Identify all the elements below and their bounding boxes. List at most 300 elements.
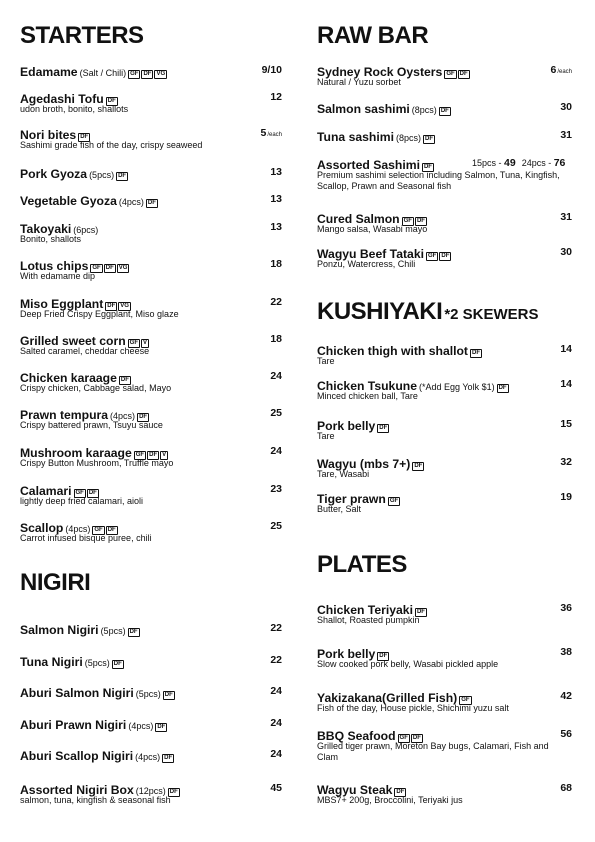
- price-value: 32: [560, 456, 572, 468]
- menu-item: [20, 406, 282, 431]
- menu-item-name: Chicken Tsukune: [317, 379, 418, 393]
- menu-item-description: Shallot, Roasted pumpkin: [317, 615, 420, 625]
- menu-item-name: Scallop: [20, 521, 64, 535]
- menu-item-name: Assorted Nigiri Box: [20, 783, 134, 797]
- price-value: 30: [560, 246, 572, 258]
- dietary-tags: [496, 377, 509, 394]
- dietary-tag: GF: [461, 697, 470, 703]
- menu-item: [20, 63, 282, 77]
- menu-item-name: Tuna Nigiri: [20, 655, 83, 669]
- menu-item-header: [20, 220, 282, 234]
- dietary-tag: GF: [446, 71, 455, 77]
- dietary-tag: DF: [441, 253, 450, 259]
- menu-item-header: [20, 126, 282, 140]
- dietary-tags: [154, 716, 167, 733]
- menu-item-price: [560, 781, 572, 795]
- menu-item-description: Deep Fried Crispy Eggplant, Miso glaze: [20, 309, 179, 319]
- menu-item-description: Tare, Wasabi: [317, 469, 370, 479]
- menu-item-note: (5pcs): [135, 689, 161, 699]
- menu-item-price: [560, 645, 572, 659]
- menu-item: [20, 747, 282, 761]
- dietary-tags: [387, 490, 400, 507]
- dietary-tags: [127, 63, 167, 80]
- dietary-tag: DF: [169, 789, 178, 795]
- menu-item: [20, 295, 282, 320]
- price-value: 14: [560, 378, 572, 390]
- menu-item-description: Natural / Yuzu sorbet: [317, 77, 401, 87]
- price-tier-value: 76: [553, 157, 566, 169]
- menu-item-price: [270, 295, 282, 309]
- menu-item-note: (4pcs): [135, 752, 161, 762]
- price-value: 22: [270, 622, 282, 634]
- menu-item-price: [270, 257, 282, 271]
- menu-item-price: [270, 369, 282, 383]
- dietary-tag: DF: [120, 377, 129, 383]
- menu-item-name: Agedashi Tofu: [20, 92, 104, 106]
- menu-item-header: [317, 245, 572, 259]
- price-tier-value: 49: [504, 157, 516, 169]
- menu-item: [317, 63, 572, 88]
- menu-item-name: Sydney Rock Oysters: [317, 65, 443, 79]
- menu-item: [317, 645, 572, 670]
- menu-item-note: (12pcs): [135, 786, 166, 796]
- price-value: 24: [270, 445, 282, 457]
- menu-item-note: (4pcs): [128, 721, 154, 731]
- price-value: 30: [560, 101, 572, 113]
- menu-item-note: (4pcs): [65, 524, 91, 534]
- dietary-tags: [425, 245, 451, 262]
- menu-item-name: Tuna sashimi: [317, 130, 394, 144]
- dietary-tag: DF: [164, 755, 173, 761]
- menu-item-note: (5pcs): [84, 658, 110, 668]
- dietary-tag: GF: [130, 71, 139, 77]
- menu-item-header: [20, 90, 282, 104]
- dietary-tag: DF: [164, 692, 173, 698]
- price-value: 31: [560, 211, 572, 223]
- menu-item: [317, 727, 572, 763]
- menu-item-price: [262, 63, 282, 77]
- dietary-tag: DF: [118, 173, 127, 179]
- menu-item-header: [20, 621, 282, 635]
- menu-item: [20, 192, 282, 206]
- price-tier-label: 24pcs -: [521, 158, 554, 168]
- menu-item-name: Aburi Prawn Nigiri: [20, 718, 127, 732]
- dietary-tag: DF: [379, 653, 388, 659]
- menu-item-name: Wagyu Beef Tataki: [317, 247, 425, 261]
- price-value: 31: [560, 129, 572, 141]
- dietary-tag: DF: [459, 71, 468, 77]
- price-value: 36: [560, 602, 572, 614]
- menu-item-price: [560, 128, 572, 142]
- menu-item-price: [560, 455, 572, 469]
- menu-item: [20, 90, 282, 115]
- price-tier-label: 15pcs -: [472, 158, 505, 168]
- dietary-tag: DF: [412, 735, 421, 741]
- price-unit: /each: [557, 69, 572, 75]
- menu-item-header: [20, 684, 282, 698]
- section-title-kushiyaki: [317, 300, 539, 324]
- menu-item-name: Chicken karaage: [20, 371, 117, 385]
- dietary-tags: [133, 444, 168, 461]
- menu-item-price: [270, 781, 282, 795]
- menu-item-name: Calamari: [20, 484, 72, 498]
- menu-item-price: [560, 727, 572, 741]
- price-value: 68: [560, 782, 572, 794]
- menu-item-header: [317, 689, 572, 703]
- menu-item-price: [270, 444, 282, 458]
- menu-item-price: [560, 417, 572, 431]
- menu-item-header: [317, 210, 572, 224]
- dietary-tag: VG: [156, 71, 166, 77]
- menu-item-name: Chicken Teriyaki: [317, 603, 413, 617]
- dietary-tag: DF: [498, 385, 507, 391]
- price-value: 22: [270, 654, 282, 666]
- menu-item-price: [270, 192, 282, 206]
- menu-item: [20, 126, 282, 151]
- dietary-tag: DF: [149, 452, 158, 458]
- kushiyaki-title: KUSHIYAKI: [317, 298, 443, 325]
- menu-item-price: [270, 621, 282, 635]
- price-tiers: [472, 156, 565, 170]
- menu-item-header: [317, 417, 572, 431]
- menu-item-price: [560, 601, 572, 615]
- dietary-tags: [422, 128, 435, 145]
- menu-item-name: Wagyu (mbs 7+): [317, 457, 411, 471]
- menu-item: [20, 781, 282, 806]
- menu-item: [317, 128, 572, 142]
- dietary-tag: DF: [107, 98, 116, 104]
- menu-item-description: Slow cooked pork belly, Wasabi pickled apple: [317, 659, 499, 669]
- menu-item-header: [20, 716, 282, 730]
- menu-item-description: Sashimi grade fish of the day, crispy seaweed: [20, 140, 203, 150]
- price-unit: /each: [267, 132, 282, 138]
- dietary-tags: [414, 601, 427, 618]
- menu-item-header: [20, 482, 282, 496]
- dietary-tag: GF: [94, 527, 103, 533]
- menu-item-name: Pork belly: [317, 647, 376, 661]
- menu-item-description: Fish of the day, House pickle, Shichimi yuzu salt: [317, 703, 509, 713]
- menu-item: [20, 653, 282, 667]
- menu-item-price: [270, 332, 282, 346]
- menu-item-name: Miso Eggplant: [20, 297, 104, 311]
- menu-item: [317, 100, 572, 114]
- dietary-tags: [376, 417, 389, 434]
- dietary-tag: DF: [416, 218, 425, 224]
- menu-item-price: [270, 482, 282, 496]
- dietary-tag: DF: [416, 609, 425, 615]
- menu-item-header: [317, 455, 572, 469]
- dietary-tag: DF: [423, 164, 432, 170]
- menu-item-description: udon broth, bonito, shallots: [20, 104, 129, 114]
- price-value: 24: [270, 748, 282, 760]
- dietary-tags: [104, 295, 131, 312]
- price-value: 5: [260, 127, 267, 139]
- menu-item-name: Aburi Salmon Nigiri: [20, 686, 134, 700]
- dietary-tag: DF: [105, 265, 114, 271]
- dietary-tags: [161, 747, 174, 764]
- menu-item-header: [317, 781, 572, 795]
- price-value: 19: [560, 491, 572, 503]
- menu-item-header: [20, 519, 282, 533]
- menu-item-header: [317, 100, 572, 114]
- menu-item-description: Bonito, shallots: [20, 234, 82, 244]
- price-value: 38: [560, 646, 572, 658]
- menu-item: [20, 444, 282, 469]
- menu-item-header: [20, 295, 282, 309]
- price-value: 24: [270, 370, 282, 382]
- dietary-tags: [401, 210, 427, 227]
- price-value: 24: [270, 685, 282, 697]
- menu-item-header: [317, 156, 572, 170]
- section-title-plates: PLATES: [317, 551, 407, 578]
- menu-item-header: [317, 63, 572, 77]
- menu-item-price: [270, 684, 282, 698]
- dietary-tag: DF: [425, 136, 433, 142]
- menu-item-price: [270, 519, 282, 533]
- menu-item-note: (5pcs): [100, 626, 126, 636]
- menu-item-description: With edamame dip: [20, 271, 96, 281]
- price-value: 14: [560, 343, 572, 355]
- menu-item-header: [20, 653, 282, 667]
- menu-item-header: [20, 747, 282, 761]
- menu-item-header: [20, 332, 282, 346]
- section-title-starters: STARTERS: [20, 22, 144, 49]
- dietary-tag: DF: [107, 527, 116, 533]
- dietary-tags: [111, 653, 124, 670]
- dietary-tag: VG: [118, 265, 128, 271]
- menu-item: [317, 781, 572, 806]
- menu-item: [20, 519, 282, 544]
- menu-item-header: [317, 342, 572, 356]
- menu-item-price: [560, 490, 572, 504]
- menu-item: [20, 482, 282, 507]
- menu-item-note: (Salt / Chili): [79, 68, 127, 78]
- menu-item-price: [270, 406, 282, 420]
- dietary-tags: [397, 727, 423, 744]
- menu-item-name: Pork belly: [317, 419, 376, 433]
- price-value: 23: [270, 483, 282, 495]
- menu-item-name: Aburi Scallop Nigiri: [20, 749, 134, 763]
- dietary-tags: [162, 684, 175, 701]
- menu-item-name: Cured Salmon: [317, 212, 400, 226]
- dietary-tags: [145, 192, 158, 209]
- menu-item-description: salmon, tuna, kingfish & seasonal fish: [20, 795, 171, 805]
- menu-item-name: Assorted Sashimi: [317, 158, 420, 172]
- menu-item-price: [270, 716, 282, 730]
- menu-item-description: Crispy chicken, Cabbage salad, Mayo: [20, 383, 172, 393]
- dietary-tag: GF: [399, 735, 408, 741]
- menu-item: [317, 455, 572, 480]
- dietary-tag: DF: [440, 108, 449, 114]
- price-value: 22: [270, 296, 282, 308]
- menu-item-price: [560, 210, 572, 224]
- menu-item: [20, 684, 282, 698]
- menu-item-note: (4pcs): [118, 197, 144, 207]
- dietary-tag: DF: [414, 463, 423, 469]
- menu-item-description: Crispy Button Mushroom, Truffle mayo: [20, 458, 174, 468]
- menu-item-price: [550, 63, 572, 79]
- menu-item: [20, 716, 282, 730]
- price-value: 24: [270, 717, 282, 729]
- menu-item-header: [317, 727, 572, 741]
- menu-item: [20, 332, 282, 357]
- menu-item-price: [270, 747, 282, 761]
- menu-item-name: Grilled sweet corn: [20, 334, 126, 348]
- dietary-tag: V: [143, 340, 148, 346]
- menu-item-name: Salmon sashimi: [317, 102, 410, 116]
- price-value: 25: [270, 520, 282, 532]
- dietary-tag: DF: [129, 629, 138, 635]
- price-value: 12: [270, 91, 282, 103]
- menu-item: [317, 156, 572, 192]
- menu-item: [317, 245, 572, 270]
- menu-item-price: [270, 220, 282, 234]
- dietary-tag: GF: [428, 253, 437, 259]
- dietary-tags: [438, 100, 451, 117]
- menu-item: [317, 377, 572, 402]
- menu-item: [20, 257, 282, 282]
- dietary-tags: [127, 621, 140, 638]
- menu-item-description: Tare: [317, 431, 335, 441]
- menu-item: [317, 490, 572, 515]
- dietary-tags: [127, 332, 149, 349]
- menu-item-description: Salted caramel, cheddar cheese: [20, 346, 150, 356]
- price-value: 15: [560, 418, 572, 430]
- dietary-tag: DF: [107, 303, 116, 309]
- menu-item-note: (8pcs): [395, 133, 421, 143]
- menu-item-name: Wagyu Steak: [317, 783, 393, 797]
- price-value: 18: [270, 333, 282, 345]
- menu-item-name: BBQ Seafood: [317, 729, 396, 743]
- section-title-raw-bar: RAW BAR: [317, 22, 429, 49]
- price-value: 45: [270, 782, 282, 794]
- dietary-tags: [458, 689, 471, 706]
- menu-item-header: [20, 406, 282, 420]
- dietary-tag: GF: [403, 218, 412, 224]
- price-value: 42: [560, 690, 572, 702]
- menu-item: [20, 220, 282, 245]
- dietary-tag: DF: [80, 134, 89, 140]
- menu-item-name: Takoyaki: [20, 222, 72, 236]
- menu-item-header: [20, 444, 282, 458]
- menu-item-price: [560, 245, 572, 259]
- dietary-tags: [105, 90, 118, 107]
- menu-item-price: [560, 342, 572, 356]
- menu-item-description: MBS7+ 200g, Broccolini, Teriyaki jus: [317, 795, 463, 805]
- menu-item-price: [560, 689, 572, 703]
- dietary-tag: V: [162, 452, 167, 458]
- menu-item-header: [20, 257, 282, 271]
- dietary-tags: [136, 406, 149, 423]
- price-value: 6: [550, 64, 557, 76]
- menu-item-price: [270, 653, 282, 667]
- menu-item-name: Lotus chips: [20, 259, 89, 273]
- menu-item: [20, 165, 282, 179]
- menu-item-description: Butter, Salt: [317, 504, 362, 514]
- dietary-tag: DF: [472, 350, 480, 356]
- dietary-tag: DF: [113, 661, 122, 667]
- dietary-tags: [469, 342, 482, 359]
- menu-item-description: lightly deep fried calamari, aioli: [20, 496, 144, 506]
- menu-item-description: Crispy battered prawn, Tsuyu sauce: [20, 420, 163, 430]
- dietary-tags: [376, 645, 389, 662]
- menu-item-name: Pork Gyoza: [20, 167, 88, 181]
- menu-item-header: [20, 369, 282, 383]
- dietary-tags: [118, 369, 131, 386]
- dietary-tag: DF: [139, 414, 148, 420]
- price-value: 56: [560, 728, 572, 740]
- dietary-tag: GF: [389, 498, 399, 504]
- menu-item-name: Chicken thigh with shallot: [317, 344, 468, 358]
- dietary-tags: [411, 455, 424, 472]
- menu-item-note: (4pcs): [110, 411, 136, 421]
- dietary-tags: [73, 482, 99, 499]
- menu-item-name: Vegetable Gyoza: [20, 194, 117, 208]
- dietary-tag: DF: [147, 200, 156, 206]
- menu-item-name: Prawn tempura: [20, 408, 109, 422]
- dietary-tags: [443, 63, 469, 80]
- menu-item-header: [317, 490, 572, 504]
- dietary-tag: GF: [92, 265, 101, 271]
- menu-item-description: Tare: [317, 356, 335, 366]
- menu-item-header: [20, 165, 282, 179]
- menu-item-header: [20, 781, 282, 795]
- dietary-tags: [77, 126, 90, 143]
- menu-item-name: Yakizakana(Grilled Fish): [317, 691, 458, 705]
- menu-item: [20, 621, 282, 635]
- menu-item-price: [270, 165, 282, 179]
- dietary-tag: GF: [135, 452, 145, 458]
- price-value: 13: [270, 166, 282, 178]
- menu-item-note: (8pcs): [411, 105, 437, 115]
- dietary-tags: [421, 156, 434, 173]
- dietary-tag: DF: [396, 789, 405, 795]
- dietary-tag: VG: [120, 303, 129, 309]
- menu-item-price: [260, 126, 282, 142]
- menu-item: [20, 369, 282, 394]
- dietary-tags: [89, 257, 129, 274]
- menu-item-name: Tiger prawn: [317, 492, 386, 506]
- menu-item: [317, 689, 572, 714]
- menu-item-description: Grilled tiger prawn, Moreton Bay bugs, Calamari, Fish and Clam: [317, 741, 549, 762]
- dietary-tag: DF: [88, 490, 97, 496]
- menu-item-description: Ponzu, Watercress, Chili: [317, 259, 416, 269]
- price-value: 13: [270, 193, 282, 205]
- menu-item-header: [317, 377, 572, 391]
- menu-item-header: [317, 128, 572, 142]
- menu-item-price: [270, 90, 282, 104]
- menu-item-header: [317, 645, 572, 659]
- section-title-nigiri: NIGIRI: [20, 569, 91, 596]
- price-value: 9/10: [261, 64, 282, 76]
- menu-item-description: Carrot infused bisque puree, chili: [20, 533, 152, 543]
- price-value: 25: [270, 407, 282, 419]
- price-value: 13: [270, 221, 282, 233]
- menu-item-price: [560, 100, 572, 114]
- menu-item: [317, 417, 572, 442]
- menu-item: [317, 601, 572, 626]
- dietary-tags: [91, 519, 117, 536]
- dietary-tag: GF: [129, 340, 139, 346]
- menu-item: [317, 342, 572, 367]
- menu-item-name: Salmon Nigiri: [20, 623, 99, 637]
- menu-item-header: [317, 601, 572, 615]
- dietary-tags: [167, 781, 180, 798]
- dietary-tag: DF: [379, 425, 388, 431]
- menu-item-name: Nori bites: [20, 128, 77, 142]
- menu-item: [317, 210, 572, 235]
- menu-item-description: Mango salsa, Wasabi mayo: [317, 224, 428, 234]
